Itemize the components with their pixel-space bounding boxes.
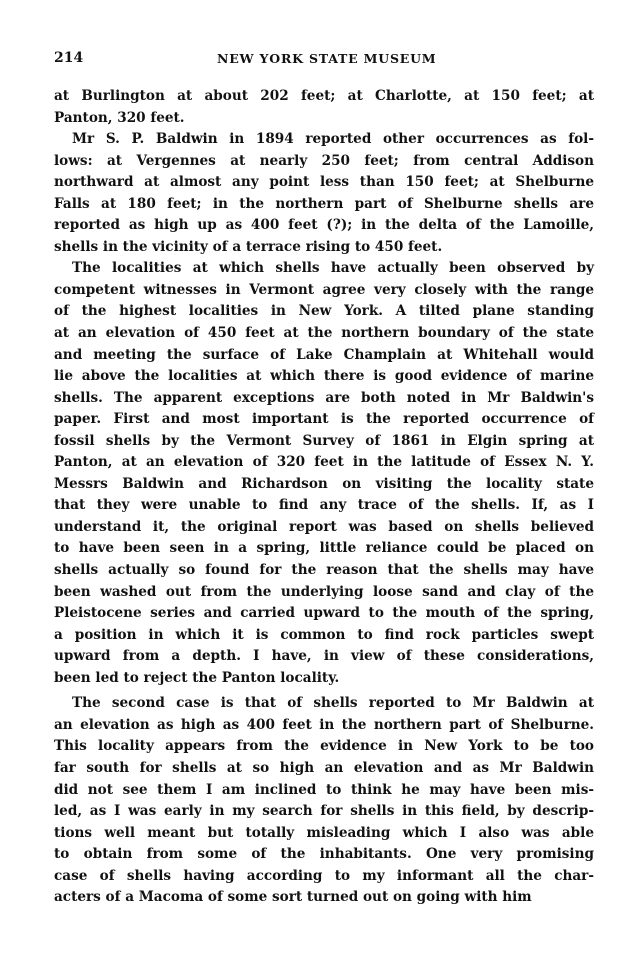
text-line: at Burlington at about 202 feet; at Charlotte, at 150 feet; at (54, 88, 594, 104)
text-line: and meeting the surface of Lake Champlain at Whitehall would (54, 346, 594, 363)
paragraph (54, 86, 594, 129)
text-line: to have been seen in a spring, little reliance could be placed on (54, 540, 594, 557)
text-line: The second case is that of shells reported to Mr Baldwin at (72, 695, 594, 712)
text-line: shells in the vicinity of a terrace rising to 450 feet. (54, 238, 443, 255)
text-line: case of shells having according to my informant all the char- (54, 867, 594, 884)
text-line: to obtain from some of the inhabitants. One very promising (54, 846, 594, 863)
text-line: that they were unable to find any trace of the shells. If, as I (54, 497, 594, 514)
text-line: led, as I was early in my search for shells in this field, by descrip- (54, 803, 594, 820)
paragraph (54, 693, 594, 908)
page-header (54, 50, 594, 72)
running-head: NEW YORK STATE MUSEUM (217, 51, 437, 66)
text-line: far south for shells at so high an elevation and as Mr Baldwin (54, 759, 594, 776)
text-line: reported as high up as 400 feet (?); in the delta of the Lamoille, (54, 217, 594, 234)
text-line: at an elevation of 450 feet at the northern boundary of the state (54, 325, 594, 342)
text-line: Messrs Baldwin and Richardson on visiting the locality state (54, 475, 594, 492)
text-line: competent witnesses in Vermont agree very closely with the range (54, 281, 594, 298)
text-line: Panton, at an elevation of 320 feet in the latitude of Essex N. Y. (54, 454, 594, 471)
text-line: upward from a depth. I have, in view of these considerations, (54, 648, 594, 665)
text-line: did not see them I am inclined to think he may have been mis- (54, 781, 594, 798)
text-line: Panton, 320 feet. (54, 109, 185, 126)
text-line: of the highest localities in New York. A tilted plane standing (54, 303, 594, 320)
text-line: fossil shells by the Vermont Survey of 1861 in Elgin spring at (54, 432, 594, 449)
text-line: Falls at 180 feet; in the northern part of Shelburne shells are (54, 195, 594, 212)
text-line: paper. First and most important is the reported occurrence of (54, 411, 594, 428)
body-text (54, 86, 594, 909)
text-line: lows: at Vergennes at nearly 250 feet; from central Addison (54, 152, 594, 169)
paragraph (54, 258, 594, 689)
text-line: northward at almost any point less than 150 feet; at Shelburne (54, 174, 594, 191)
text-line: Mr S. P. Baldwin in 1894 reported other occurrences as fol- (72, 131, 594, 148)
page-number: 214 (54, 50, 84, 66)
text-line: a position in which it is common to find rock particles swept (54, 626, 594, 643)
text-line: tions well meant but totally misleading which I also was able (54, 824, 594, 841)
text-line: This locality appears from the evidence in New York to be too (54, 738, 594, 755)
text-line: The localities at which shells have actually been observed by (72, 260, 594, 277)
text-line: an elevation as high as 400 feet in the northern part of Shelburne. (54, 716, 594, 733)
text-line: been washed out from the underlying loose sand and clay of the (54, 583, 594, 600)
text-line: been led to reject the Panton locality. (54, 669, 340, 686)
text-line: shells actually so found for the reason that the shells may have (54, 562, 594, 579)
text-line: shells. The apparent exceptions are both noted in Mr Baldwin's (54, 389, 594, 406)
text-line: lie above the localities at which there is good evidence of marine (54, 368, 594, 385)
paragraph (54, 129, 594, 258)
text-line: acters of a Macoma of some sort turned out on going with him (54, 889, 532, 906)
text-line: Pleistocene series and carried upward to the mouth of the spring, (54, 605, 594, 622)
text-line: understand it, the original report was based on shells believed (54, 518, 594, 535)
